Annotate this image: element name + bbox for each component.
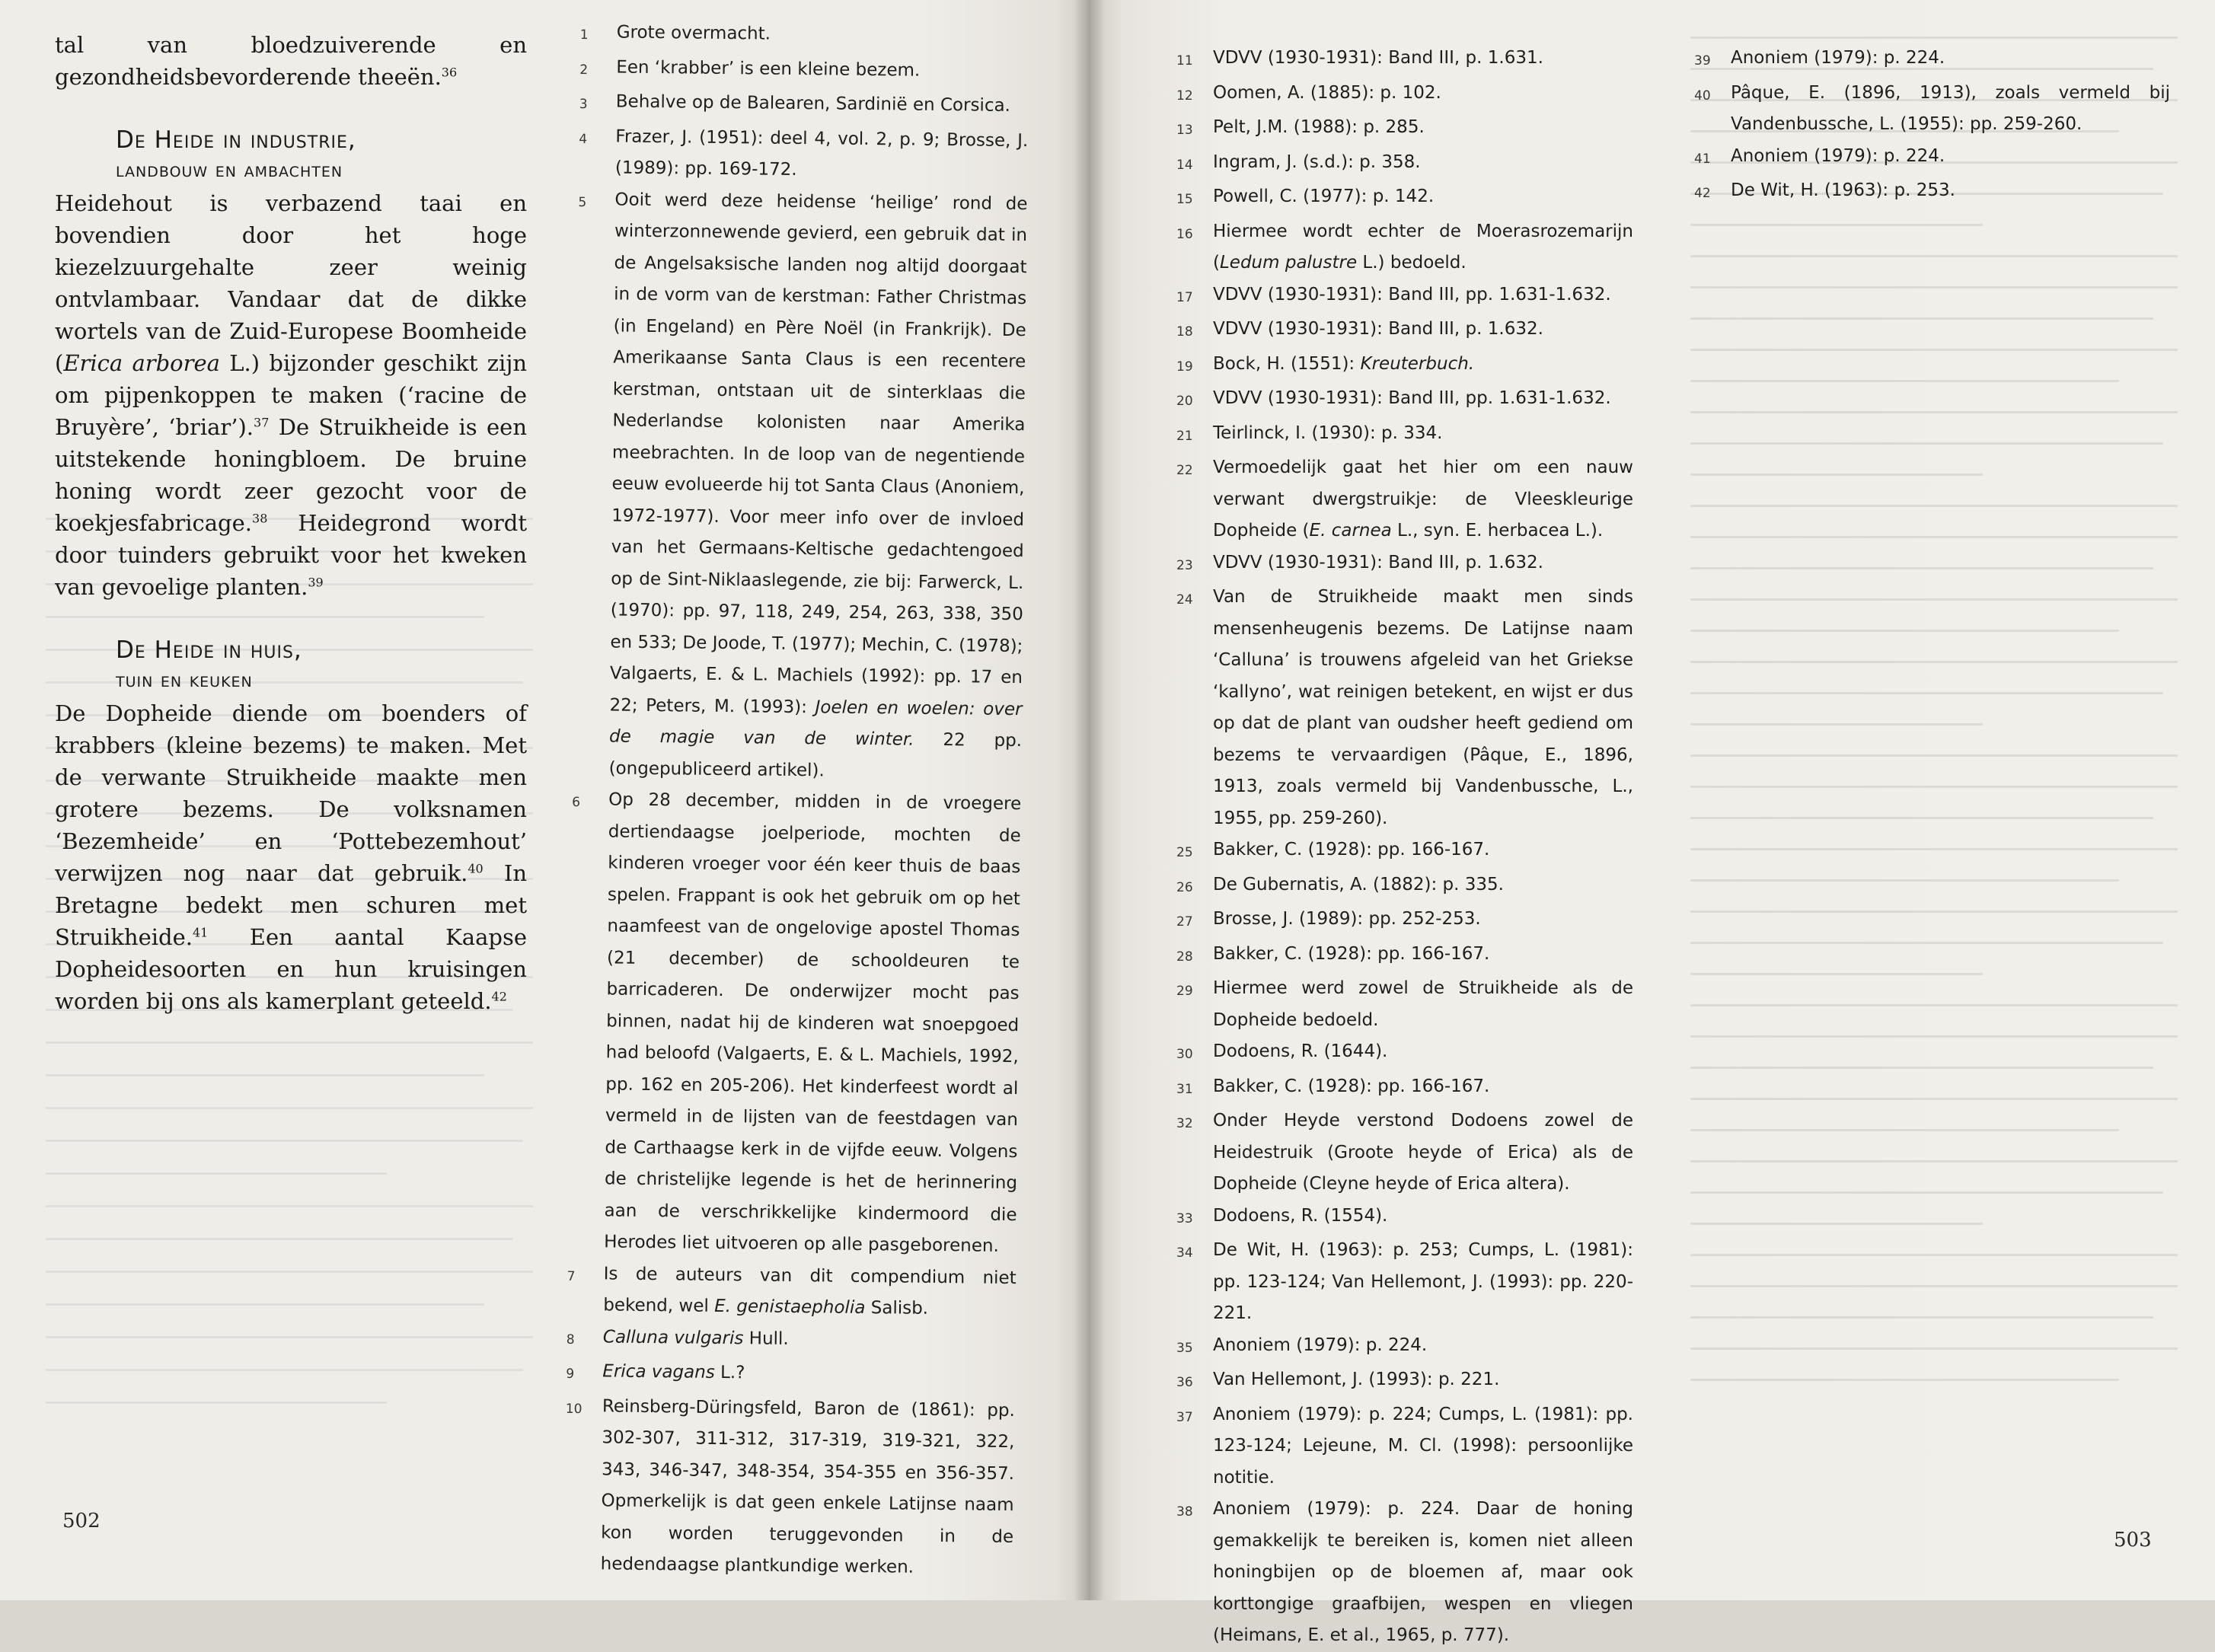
show-through-line xyxy=(46,1009,513,1011)
show-through-line xyxy=(46,616,484,618)
footnote-text: Pâque, E. (1896, 1913), zoals vermeld bij Vandenbussche, L. (1955): pp. 259-260. xyxy=(1731,82,2170,134)
footnote-17 xyxy=(1176,279,1633,314)
footnote-number: 36 xyxy=(1176,1375,1193,1390)
footnote-number: 37 xyxy=(1176,1409,1193,1425)
footnote-number: 34 xyxy=(1176,1245,1193,1261)
footnote-number: 1 xyxy=(579,27,589,43)
footnote-text: Oomen, A. (1885): p. 102. xyxy=(1213,82,1441,103)
footnote-number: 32 xyxy=(1176,1116,1193,1131)
footnote-text: VDVV (1930-1931): Band III, pp. 1.631-1.632. xyxy=(1213,388,1611,408)
footnote-text: VDVV (1930-1931): Band III, pp. 1.631-1.632. xyxy=(1213,284,1611,305)
show-through-line xyxy=(46,1140,523,1142)
show-through-line xyxy=(46,812,533,815)
footnote-number: 35 xyxy=(1176,1340,1193,1356)
footnote-text: De Wit, H. (1963): p. 253; Cumps, L. (1981): pp. 123-124; Van Hellemont, J. (1993): pp. 220-221. xyxy=(1213,1240,1633,1323)
footnote-22 xyxy=(1176,452,1633,547)
footnote-10 xyxy=(563,1390,1015,1584)
footnote-text: Pelt, J.M. (1988): p. 285. xyxy=(1213,117,1425,137)
footnote-26 xyxy=(1176,869,1633,904)
footnote-text: Dodoens, R. (1554). xyxy=(1213,1205,1388,1226)
footnote-8 xyxy=(567,1321,1016,1360)
footnote-5 xyxy=(572,183,1027,789)
show-through-line xyxy=(46,1172,387,1175)
footnote-number: 26 xyxy=(1176,879,1193,895)
footnote-number: 42 xyxy=(1694,186,1711,201)
footnote-ref: 42 xyxy=(491,989,507,1004)
footnote-text: Anoniem (1979): p. 224. xyxy=(1731,145,1945,166)
show-through-line xyxy=(46,976,533,978)
book-gutter xyxy=(1074,0,1104,1600)
show-through-line xyxy=(46,1402,387,1404)
footnotes-right-col2 xyxy=(1694,43,2170,210)
footnote-6 xyxy=(567,784,1021,1263)
footnote-number: 6 xyxy=(572,794,581,811)
footnote-ref: 36 xyxy=(441,65,458,80)
footnote-2 xyxy=(579,51,1029,91)
show-through-line xyxy=(46,943,387,946)
footnote-7 xyxy=(567,1258,1017,1325)
footnote-number: 15 xyxy=(1176,192,1193,207)
footnote-number: 28 xyxy=(1176,949,1193,965)
footnote-1 xyxy=(580,17,1029,56)
footnote-text: VDVV (1930-1931): Band III, p. 1.632. xyxy=(1213,552,1543,572)
footnote-33 xyxy=(1176,1201,1633,1236)
footnote-number: 30 xyxy=(1176,1047,1193,1062)
footnote-9 xyxy=(566,1356,1015,1395)
footnote-37 xyxy=(1176,1399,1633,1494)
footnote-number: 27 xyxy=(1176,914,1193,930)
section-paragraph-industrie: Heidehout is verbazend taai en bovendien door het hoge kiezelzuurgehalte zeer weinig ontvlambaar. Vandaar dat de dikke wortels van de Zuid-Europese Boomheide (Erica arborea L.) bijzonder geschikt zijn om pijpenkoppen te maken (‘racine de Bruyère’, ‘briar’).$^{37}$ De Struikheide is een uitstekende honingbloem. De bruine honing wordt zeer gezocht voor de koekjesfabricage.$^{38}$ Heidegrond wordt door tuinders gebruikt voor het kweken van gevoelige planten.$^{39}$ xyxy=(55,190,528,600)
footnote-number: 8 xyxy=(566,1331,575,1347)
footnote-30 xyxy=(1176,1036,1633,1071)
footnote-3 xyxy=(579,86,1029,126)
footnote-text: Reinsberg-Düringsfeld, Baron de (1861): pp. 302-307, 311-312, 317-319, 319-321, 322, 343, 346-347, 348-354, 354-355 en 356-357. Opmerkelijk is dat geen enkele Latijnse naam kon worden teruggevonden in de hedendaagse plantkundige werken. xyxy=(600,1395,1015,1577)
footnote-number: 16 xyxy=(1176,226,1193,242)
section-heading-huis: De Heide in huis, tuin en keuken xyxy=(116,636,302,692)
footnote-ref: 40 xyxy=(468,861,484,876)
footnote-27 xyxy=(1176,904,1633,939)
footnote-19 xyxy=(1176,349,1633,384)
footnote-13 xyxy=(1176,112,1633,147)
footnote-number: 23 xyxy=(1176,557,1193,573)
footnote-number: 4 xyxy=(579,131,588,147)
footnote-text: Calluna vulgaris Hull. xyxy=(602,1326,789,1349)
footnote-ref: 41 xyxy=(192,925,209,940)
show-through-line xyxy=(46,1336,533,1338)
show-through-line xyxy=(46,845,484,847)
footnote-number: 31 xyxy=(1176,1081,1193,1097)
footnote-ref: 37 xyxy=(254,415,270,430)
footnote-36 xyxy=(1176,1364,1633,1399)
show-through-line xyxy=(46,1074,484,1076)
footnote-text: Van Hellemont, J. (1993): p. 221. xyxy=(1213,1370,1500,1389)
footnote-text: Van de Struikheide maakt men sinds mensenheugenis bezems. De Latijnse naam ‘Calluna’ is trouwens afgeleid van het Griekse ‘kallyno’, wat reinigen betekent, en wijst er dus op dat de plant van oudsher heeft gediend om bezems te vervaardigen (Pâque, E., 1896, 1913, zoals vermeld bij Vandenbussche, L., 1955, pp. 259-260). xyxy=(1213,587,1633,828)
footnote-number: 33 xyxy=(1176,1210,1193,1226)
show-through-text xyxy=(46,487,533,1446)
footnote-number: 5 xyxy=(578,194,587,210)
footnote-21 xyxy=(1176,418,1633,453)
footnote-number: 19 xyxy=(1176,359,1193,375)
footnote-text: Erica vagans L.? xyxy=(602,1361,745,1383)
footnote-text: Bakker, C. (1928): pp. 166-167. xyxy=(1213,840,1490,859)
footnote-text: De Gubernatis, A. (1882): p. 335. xyxy=(1213,874,1504,895)
footnote-number: 9 xyxy=(566,1366,575,1383)
footnote-number: 18 xyxy=(1176,324,1193,340)
show-through-line xyxy=(46,780,513,782)
footnote-text: Anoniem (1979): p. 224. xyxy=(1731,48,1945,68)
footnote-text: Teirlinck, I. (1930): p. 334. xyxy=(1213,423,1443,443)
footnote-number: 40 xyxy=(1694,88,1711,104)
footnote-number: 7 xyxy=(567,1268,576,1284)
show-through-line xyxy=(46,1205,533,1207)
footnote-31 xyxy=(1176,1071,1633,1106)
footnote-text: De Wit, H. (1963): p. 253. xyxy=(1731,180,1955,200)
footnote-4 xyxy=(579,120,1029,188)
footnote-text: Powell, C. (1977): p. 142. xyxy=(1213,187,1435,206)
footnote-32 xyxy=(1176,1105,1633,1201)
footnote-number: 3 xyxy=(579,96,588,113)
show-through-line xyxy=(46,649,533,651)
show-through-line xyxy=(46,1238,513,1240)
footnote-text: Ooit werd deze heidense ‘heilige’ rond de winterzonnewende gevierd, een gebruik dat in de Angelsaksische landen nog altijd doorgaat in de vorm van de kerstman: Father Christmas (in Engeland) en Père Noël (in Frankrijk). De Amerikaanse Santa Claus is een recentere kerstman, ontstaan uit de sinterklaas die Nederlandse kolonisten naar Amerika meebrachten. In de loop van de negentiende eeuw evolueerde hij tot Santa Claus (Anoniem, 1972-1977). Voor meer info over de invloed van het Germaans-Keltische gedachtengoed op de Sint-Niklaaslegende, zie bij: Farwerck, L. (1970): pp. 97, 118, 249, 254, 263, 338, 350 en 533; De Joode, T. (1977); Mechin, C. (1978); Valgaerts, E. & L. Machiels (1992): pp. 17 en 22; Peters, M. (1993): Joelen en woelen: over de magie van de winter. 22 pp. (ongepubliceerd artikel). xyxy=(608,189,1028,780)
page-number-left: 502 xyxy=(62,1510,101,1532)
footnote-number: 10 xyxy=(565,1401,582,1417)
footnote-text: Hiermee werd zowel de Struikheide als de Dopheide bedoeld. xyxy=(1213,978,1633,1030)
footnote-text: Grote overmacht. xyxy=(616,22,771,44)
section-paragraph-huis: De Dopheide diende om boenders of krabbers (kleine bezems) te maken. Met de verwante Struikheide maakte men grotere bezems. De volksnamen ‘Bezemheide’ en ‘Pottebezemhout’ verwijzen nog naar dat gebruik.$^{40}$ In Bretagne bedekt men schuren met Struikheide.$^{41}$ Een aantal Kaapse Dopheidesoorten en hun kruisingen worden bij ons als kamerplant geteeld.$^{42}$ xyxy=(55,700,527,1014)
footnote-ref: 39 xyxy=(308,575,324,590)
intro-paragraph: tal van bloedzuiverende en gezondheidsbevorderende theeën.$^{36}$ xyxy=(55,32,527,90)
footnote-text: Dodoens, R. (1644). xyxy=(1213,1041,1388,1061)
footnote-25 xyxy=(1176,834,1633,869)
footnote-38 xyxy=(1176,1494,1633,1652)
show-through-line xyxy=(46,1271,533,1273)
footnote-ref: 38 xyxy=(252,511,268,526)
footnote-23 xyxy=(1176,547,1633,582)
show-through-line xyxy=(46,550,513,553)
footnote-12 xyxy=(1176,78,1633,113)
footnote-29 xyxy=(1176,973,1633,1036)
footnote-text: Bakker, C. (1928): pp. 166-167. xyxy=(1213,1076,1490,1096)
footnote-text: Is de auteurs van dit compendium niet bekend, wel E. genistaepholia Salisb. xyxy=(603,1263,1017,1319)
footnote-15 xyxy=(1176,181,1633,216)
footnote-text: Bakker, C. (1928): pp. 166-167. xyxy=(1213,943,1490,964)
footnote-text: Onder Heyde verstond Dodoens zowel de Heidestruik (Groote heyde of Erica) als de Dopheide (Cleyne heyde of Erica altera). xyxy=(1213,1111,1633,1194)
show-through-line xyxy=(46,1107,533,1109)
footnote-11 xyxy=(1176,43,1633,78)
footnote-number: 29 xyxy=(1176,984,1193,999)
footnote-text: Anoniem (1979): p. 224; Cumps, L. (1981): pp. 123-124; Lejeune, M. Cl. (1998): persoonlijke notitie. xyxy=(1213,1404,1633,1488)
footnote-number: 14 xyxy=(1176,157,1193,173)
footnote-text: Bock, H. (1551): Kreuterbuch. xyxy=(1213,353,1475,374)
footnote-number: 11 xyxy=(1176,53,1193,69)
footnote-number: 17 xyxy=(1176,289,1193,305)
show-through-line xyxy=(46,911,523,913)
footnote-text: Brosse, J. (1989): pp. 252-253. xyxy=(1213,909,1481,929)
show-through-line xyxy=(46,1369,523,1371)
footnote-number: 25 xyxy=(1176,845,1193,860)
footnote-34 xyxy=(1176,1235,1633,1330)
footnotes-right-col1 xyxy=(1176,43,1633,1652)
show-through-line xyxy=(46,1303,484,1306)
show-through-line xyxy=(46,878,533,880)
page-number-right: 503 xyxy=(2114,1529,2152,1552)
section-heading-industrie: De Heide in industrie, landbouw en ambachten xyxy=(116,126,356,182)
footnote-text: VDVV (1930-1931): Band III, p. 1.632. xyxy=(1213,319,1543,339)
footnote-number: 20 xyxy=(1176,394,1193,409)
footnote-text: Op 28 december, midden in de vroegere dertiendaagse joelperiode, mochten de kinderen vroeger voor één keer thuis de baas spelen. Frappant is ook het gebruik om op het naamfeest van de ongelovige apostel Thomas (21 december) de schooldeuren te barricaderen. De onderwijzer mocht pas binnen, nadat hij de kinderen wat snoepgoed had beloofd (Valgaerts, E. & L. Machiels, 1992, pp. 162 en 205-206). Het kinderfeest wordt al vermeld in de lijsten van de feestdagen van de Carthaagse kerk in de vijfde eeuw. Volgens de christelijke legende is het de herinnering aan de verschrikkelijke kindermoord die Herodes liet uitvoeren op alle pasgeborenen. xyxy=(604,789,1022,1256)
footnote-number: 21 xyxy=(1176,428,1193,444)
footnote-number: 2 xyxy=(579,62,589,78)
footnote-39 xyxy=(1694,43,2170,78)
footnote-14 xyxy=(1176,147,1633,182)
footnote-18 xyxy=(1176,314,1633,349)
footnote-number: 12 xyxy=(1176,88,1193,104)
footnote-text: Frazer, J. (1951): deel 4, vol. 2, p. 9; Brosse, J. (1989): pp. 169-172. xyxy=(614,126,1029,180)
footnote-number: 22 xyxy=(1176,463,1193,478)
show-through-line xyxy=(46,714,387,716)
footnote-text: Vermoedelijk gaat het hier om een nauw verwant dwergstruikje: de Vleeskleurige Dopheide (E. carnea L., syn. E. herbacea L.). xyxy=(1213,458,1633,541)
footnotes-left xyxy=(563,17,1029,1585)
footnote-40 xyxy=(1694,78,2170,141)
footnote-number: 24 xyxy=(1176,592,1193,608)
footnote-number: 13 xyxy=(1176,123,1193,138)
footnote-42 xyxy=(1694,175,2170,210)
footnote-text: Behalve op de Balearen, Sardinië en Corsica. xyxy=(615,91,1011,116)
footnote-text: Hiermee wordt echter de Moerasrozemarijn (Ledum palustre L.) bedoeld. xyxy=(1213,221,1633,273)
footnote-text: Een ‘krabber’ is een kleine bezem. xyxy=(616,56,921,81)
footnote-text: Anoniem (1979): p. 224. xyxy=(1213,1335,1428,1355)
footnote-28 xyxy=(1176,939,1633,974)
show-through-line xyxy=(46,681,523,684)
footnote-35 xyxy=(1176,1330,1633,1365)
show-through-line xyxy=(46,583,533,585)
footnote-41 xyxy=(1694,141,2170,176)
footnote-text: Anoniem (1979): p. 224. Daar de honing gemakkelijk te bereiken is, komen niet alleen honingbijen op de bloemen af, maar ook korttongige graafbijen, wespen en vliegen (Heimans, E. et al., 1965, p. 777). xyxy=(1213,1499,1633,1645)
footnote-number: 39 xyxy=(1694,53,1711,69)
show-through-line xyxy=(46,1041,533,1044)
show-through-line xyxy=(46,518,533,520)
footnote-text: Ingram, J. (s.d.): p. 358. xyxy=(1213,151,1421,172)
footnote-24 xyxy=(1176,582,1633,834)
footnote-text: VDVV (1930-1931): Band III, p. 1.631. xyxy=(1213,48,1543,68)
left-page xyxy=(0,0,1089,1600)
footnote-16 xyxy=(1176,216,1633,279)
footnote-20 xyxy=(1176,383,1633,418)
show-through-line xyxy=(46,747,533,749)
footnote-number: 41 xyxy=(1694,151,1711,167)
footnote-number: 38 xyxy=(1176,1504,1193,1520)
